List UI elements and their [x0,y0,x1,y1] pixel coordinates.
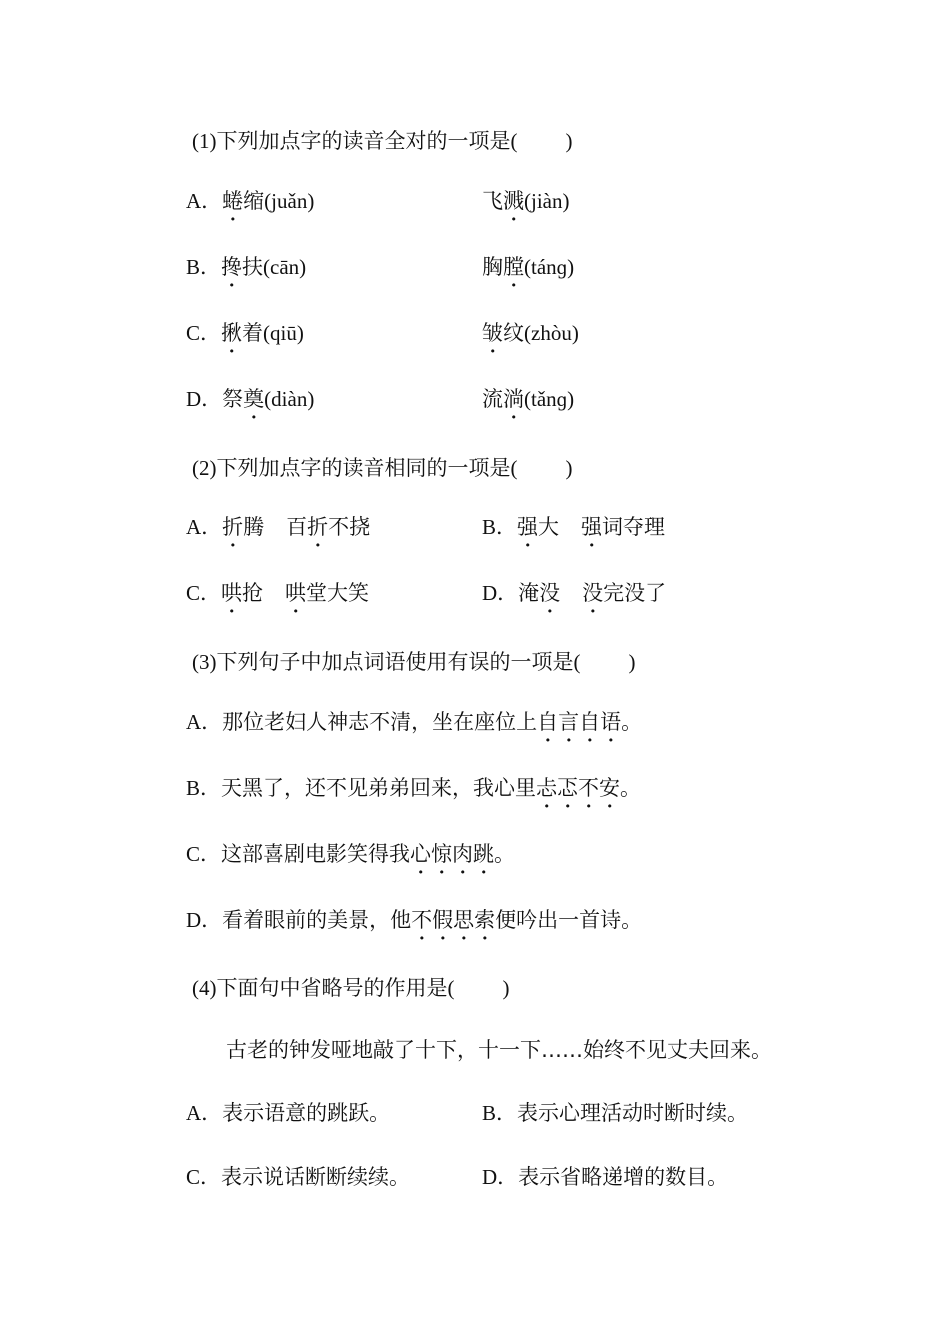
text-run: 。 [620,776,642,800]
q2-option-d[interactable] [482,578,666,618]
text-run: 堂大笑 [306,581,370,605]
text-run: 祭 [222,387,244,411]
q2-option-b[interactable] [482,512,665,552]
q1-option-c-word2 [482,318,579,358]
dotted-char: 搀 [221,255,243,279]
q3-option-b[interactable] [186,773,641,813]
text-run: 扶 [242,255,264,279]
question-3-stem [192,647,635,677]
text-run: (tánɡ) [524,255,575,279]
text-run: B． [186,776,222,800]
text-run: C． [186,842,222,866]
q3-option-c[interactable] [186,839,515,879]
text-run: 。 [621,710,643,734]
text-run: (1)下列加点字的读音全对的一项是( [192,129,518,153]
q1-option-c[interactable] [186,318,304,358]
dotted-char: 皱 [482,321,503,345]
text-run: C． [186,581,222,605]
text-run: (cān) [263,255,307,279]
text-run: (4)下面句中省略号的作用是( [192,976,455,1000]
text-run: (juǎn) [264,189,315,213]
text-run: 着 [242,321,264,345]
text-run: ) [502,976,510,1000]
text-run: 表示说话断断续续。 [221,1165,411,1189]
dotted-phrase: 忐忑不安 [536,776,621,800]
text-run: ) [565,456,573,480]
dotted-char: 没 [582,581,604,605]
q2-option-c[interactable] [186,578,369,618]
text-run: 便吟出一首诗。 [495,908,643,932]
text-run: 词夺理 [602,515,666,539]
q1-option-a-word2 [482,186,569,226]
q4-option-b[interactable] [482,1098,748,1128]
dotted-phrase: 心惊肉跳 [410,842,495,866]
text-run: 表示心理活动时断时续。 [517,1101,749,1125]
text-run: ) [628,650,636,674]
q1-option-b-word2 [482,252,574,292]
text-run: (2)下列加点字的读音相同的一项是( [192,456,518,480]
dotted-char: 蜷 [222,189,244,213]
dotted-char: 揪 [221,321,243,345]
dotted-char: 强 [581,515,603,539]
text-run: 淹 [518,581,540,605]
q3-option-a[interactable] [186,707,642,747]
dotted-char: 没 [539,581,561,605]
text-run: 天黑了，还不见弟弟回来，我心里 [221,776,537,800]
dotted-char: 淌 [503,387,524,411]
dotted-char: 强 [517,515,539,539]
text-run: 表示省略递增的数目。 [518,1165,729,1189]
text-run: B． [482,1101,518,1125]
text-run: D． [186,908,223,932]
dotted-phrase: 不假思索 [411,908,496,932]
text-run: (tǎnɡ) [524,387,575,411]
text-run: D． [186,387,223,411]
dotted-char: 哄 [221,581,243,605]
text-run: A． [186,515,223,539]
text-run: 完没了 [603,581,667,605]
text-run: A． [186,1101,223,1125]
text-run: 飞 [482,189,503,213]
text-run: 百 [286,515,308,539]
text-run: (3)下列句子中加点词语使用有误的一项是( [192,650,581,674]
text-run: D． [482,581,519,605]
q4-option-a[interactable] [186,1098,390,1128]
text-run: 看着眼前的美景，他 [222,908,412,932]
text-run: 流 [482,387,503,411]
text-run: B． [186,255,222,279]
q4-option-d[interactable] [482,1162,728,1192]
dotted-phrase: 自言自语 [537,710,622,734]
text-run: 那位老妇人神志不清，坐在座位上 [222,710,538,734]
text-run: D． [482,1165,519,1189]
text-run: 胸 [482,255,503,279]
q1-option-d-word2 [482,384,574,424]
text-run: 这部喜剧电影笑得我 [221,842,411,866]
dotted-char: 哄 [285,581,307,605]
text-run: C． [186,1165,222,1189]
text-run: 腾 [243,515,265,539]
text-run: (jiàn) [524,189,570,213]
text-run: ) [565,129,573,153]
text-run: 抢 [242,581,264,605]
question-2-stem [192,453,572,483]
text-run: B． [482,515,518,539]
text-run: A． [186,710,223,734]
q1-option-d[interactable] [186,384,314,424]
text-run: 大 [538,515,560,539]
text-run: 。 [494,842,516,866]
q2-option-a[interactable] [186,512,370,552]
text-run: 缩 [243,189,265,213]
text-run: (qiū) [263,321,304,345]
text-run: (diàn) [264,387,315,411]
dotted-char: 膛 [503,255,524,279]
dotted-char: 溅 [503,189,524,213]
quoted-sentence: 古老的钟发哑地敲了十下，十一下……始终不见丈夫回来。 [226,1038,772,1062]
text-run: A． [186,189,223,213]
text-run: 表示语意的跳跃。 [222,1101,391,1125]
q1-option-b[interactable] [186,252,306,292]
question-4-stem [192,973,509,1003]
dotted-char: 折 [307,515,329,539]
dotted-char: 折 [222,515,244,539]
text-run: C． [186,321,222,345]
dotted-char: 奠 [243,387,265,411]
question-1-stem [192,126,572,156]
text-run: (zhòu) [524,321,579,345]
text-run: 不挠 [328,515,371,539]
text-run: 纹 [503,321,524,345]
q3-option-d[interactable] [186,905,642,945]
q1-option-a[interactable] [186,186,314,226]
q4-option-c[interactable] [186,1162,410,1192]
